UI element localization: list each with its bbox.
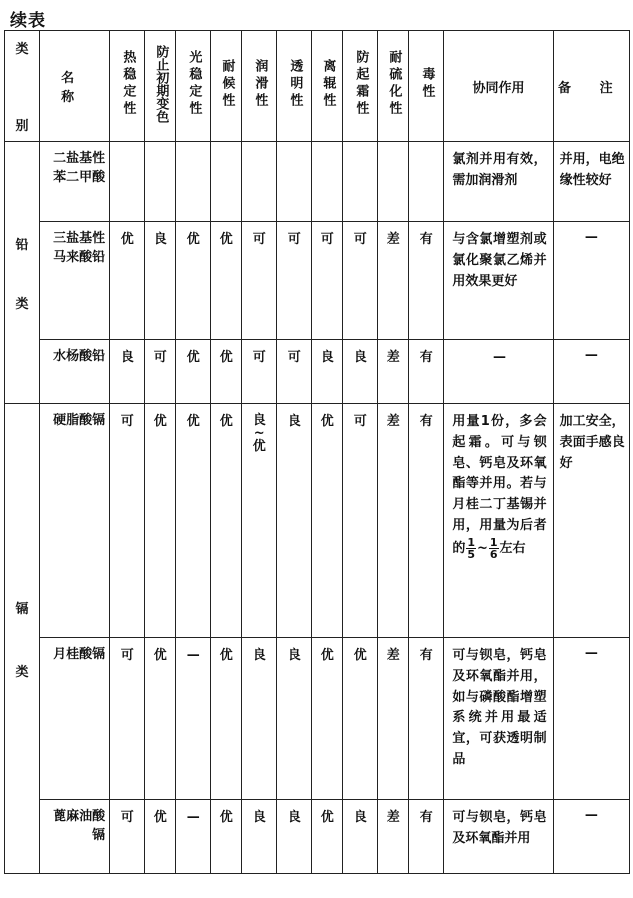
header-sulfide-resistance: 耐硫化性 [378, 31, 409, 142]
fraction-one-fifth: $\frac{1}{5}$ [467, 535, 475, 561]
row-name: 硬脂酸镉 [40, 404, 110, 638]
table-row: 三盐基性马来酸铅 优 良 优 优 可 可 可 可 差 有 与含氯增塑剂或氯化聚氯乙烯并用效果更好 — [5, 222, 630, 340]
fraction-one-sixth: $\frac{1}{6}$ [489, 535, 498, 561]
synergy-cell: 可与钡皂，钙皂及环氧酯并用，如与磷酸酯增塑系统并用最适宜，可获透明制品 [444, 638, 553, 800]
category-cadmium: 镉 类 [5, 404, 40, 874]
table-row: 月桂酸镉 可 优 — 优 良 良 优 优 差 有 可与钡皂，钙皂及环氧酯并用，如与磷酸酯增塑系统并用最适宜，可获透明制品 — [5, 638, 630, 800]
remark-cell: — [553, 222, 629, 340]
header-toxicity: 毒性 [409, 31, 444, 142]
header-weather-resistance: 耐候性 [211, 31, 242, 142]
table-row: 水杨酸铅 良 可 优 优 可 可 良 良 差 有 — — [5, 340, 630, 404]
remark-cell: — [553, 340, 629, 404]
header-row [5, 31, 630, 142]
stabilizer-table [4, 30, 630, 874]
header-synergy: 协同作用 [444, 31, 553, 142]
header-light-stability: 光稳定性 [176, 31, 211, 142]
header-transparency: 透明性 [277, 31, 312, 142]
header-roll-release: 离辊性 [312, 31, 343, 142]
synergy-cell: 氯剂并用有效，需加润滑剂 [444, 142, 553, 222]
category-lead: 铅 类 [5, 142, 40, 404]
row-name: 月桂酸镉 [40, 638, 110, 800]
header-anti-bloom: 防起霜性 [343, 31, 378, 142]
table-row: 镉 类 硬脂酸镉 可 优 优 优 良 ~ 优 良 优 可 差 有 用量1份，多会起霜。可与钡皂、钙皂及环氧酯等并用。若与月桂二丁基锡并用，用量为后者的 $\frac{1}{5}$ ~ $\frac{1}{6}$ 左右 加工安全，表面手感良好 [5, 404, 630, 638]
row-name: 水杨酸铅 [40, 340, 110, 404]
table-caption: 续表 [10, 11, 46, 31]
header-name: 名 称 [40, 31, 110, 142]
synergy-cell: 与含氯增塑剂或氯化聚氯乙烯并用效果更好 [444, 222, 553, 340]
remark-cell: 加工安全，表面手感良好 [553, 404, 629, 638]
remark-cell: 并用，电绝缘性较好 [553, 142, 629, 222]
header-category: 类 别 [5, 31, 40, 142]
row-name: 蓖麻油酸镉 [40, 800, 110, 874]
synergy-cell: 可与钡皂，钙皂及环氧酯并用 [444, 800, 553, 874]
remark-cell: — [553, 638, 629, 800]
table-row [5, 142, 630, 222]
header-remark: 备 注 [553, 31, 629, 142]
row-name: 二盐基性苯二甲酸 [40, 142, 110, 222]
table-row: 蓖麻油酸镉 可 优 — 优 良 良 优 良 差 有 可与钡皂，钙皂及环氧酯并用 — [5, 800, 630, 874]
synergy-cell: 用量1份，多会起霜。可与钡皂、钙皂及环氧酯等并用。若与月桂二丁基锡并用，用量为后者的 $\frac{1}{5}$ ~ $\frac{1}{6}$ 左右 [444, 404, 553, 638]
remark-cell: — [553, 800, 629, 874]
header-anti-discoloration: 防止初期变色 [145, 31, 176, 142]
header-heat-stability: 热稳定性 [110, 31, 145, 142]
synergy-cell: — [444, 340, 553, 404]
lubricity-range: 良 ~ 优 [242, 404, 277, 638]
header-lubricity: 润滑性 [242, 31, 277, 142]
row-name: 三盐基性马来酸铅 [40, 222, 110, 340]
